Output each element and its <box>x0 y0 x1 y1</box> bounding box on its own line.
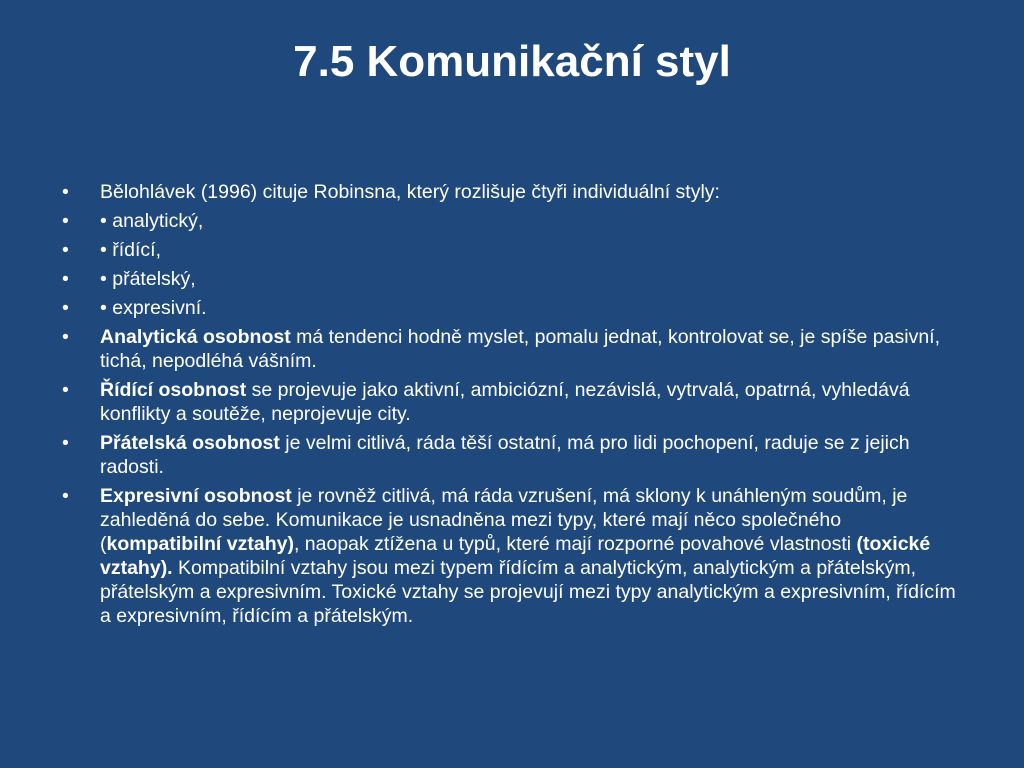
bullet-icon: • <box>62 485 69 507</box>
list-item <box>62 484 962 628</box>
list-item-text: • přátelský, <box>100 268 196 290</box>
bullet-icon: • <box>62 326 69 348</box>
bullet-icon: • <box>62 432 69 454</box>
term-description: Kompatibilní vztahy jsou mezi typem řídícím a analytickým, analytickým a přátelským, přátelským a expresivním. Toxické vztahy se projevují mezi typy analytickým a expresivním, řídícím a expresivním, řídícím a přátelským. <box>100 557 956 627</box>
list-item-text: • řídící, <box>100 239 162 261</box>
bullet-icon: • <box>62 181 69 203</box>
term-analytical: Analytická osobnost <box>100 326 291 348</box>
term-expressive: Expresivní osobnost <box>100 485 292 507</box>
bullet-list <box>62 180 962 633</box>
term-description: je rovněž citlivá, má ráda vzrušení, má sklony k unáhleným soudům, je zahleděná do sebe. Komunikace je usnadněna mezi typy, které mají něco společného ( <box>100 485 908 555</box>
list-item <box>62 267 962 291</box>
list-item <box>62 296 962 320</box>
term-description: má tendenci hodně myslet, pomalu jednat, kontrolovat se, je spíše pasivní, tichá, nepodléhá vášním. <box>100 326 940 372</box>
list-item-text: Bělohlávek (1996) cituje Robinsna, který rozlišuje čtyři individuální styly: <box>100 181 720 203</box>
bullet-icon: • <box>62 210 69 232</box>
term-amiable: Přátelská osobnost <box>100 432 280 454</box>
slide-title: 7.5 Komunikační styl <box>293 37 731 86</box>
term-description: je velmi citlivá, ráda těší ostatní, má pro lidi pochopení, raduje se z jejich radosti. <box>100 432 910 478</box>
list-item <box>62 180 962 204</box>
list-item-text: • analytický, <box>100 210 204 232</box>
term-toxic: (toxické vztahy). <box>100 533 931 579</box>
list-item <box>62 325 962 373</box>
term-description: se projevuje jako aktivní, ambiciózní, nezávislá, vytrvalá, opatrná, vyhledává konflikty a soutěže, neprojevuje city. <box>100 379 910 425</box>
list-item <box>62 431 962 479</box>
term-description: , naopak ztížena u typů, které mají rozporné povahové vlastnosti <box>293 533 857 555</box>
list-item <box>62 238 962 262</box>
list-item-text: • expresivní. <box>100 297 207 319</box>
term-compatible: kompatibilní vztahy) <box>106 533 294 555</box>
bullet-icon: • <box>62 297 69 319</box>
list-item <box>62 378 962 426</box>
bullet-icon: • <box>62 239 69 261</box>
bullet-icon: • <box>62 379 69 401</box>
bullet-icon: • <box>62 268 69 290</box>
term-driver: Řídící osobnost <box>100 379 247 401</box>
list-item <box>62 209 962 233</box>
